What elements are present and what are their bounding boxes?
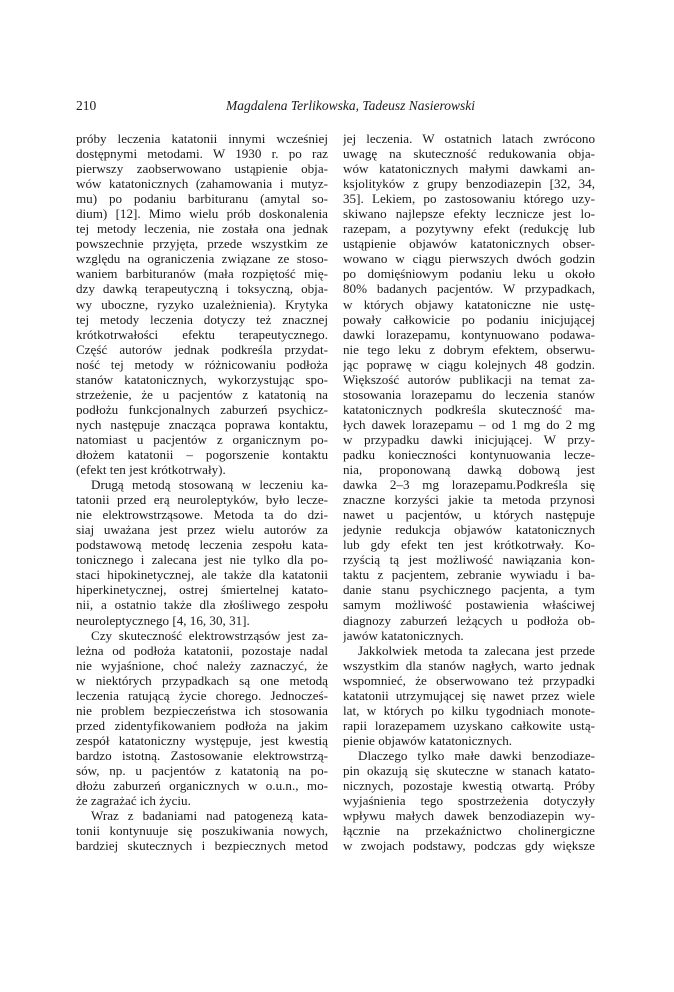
text-line: nych następuje znacząca poprawa kontaktu,	[76, 416, 328, 432]
text-line: w których objawy katatoniczne nie ustę-	[343, 296, 595, 312]
text-line: katatonicznych podkreśla skuteczność ma-	[343, 401, 595, 417]
text-line: dawki lorazepamu, kontynuowano podawa-	[343, 326, 595, 342]
text-line: mu) po podaniu barbituranu (amytal so-	[76, 191, 328, 207]
text-line: jawów katatonicznych.	[343, 627, 464, 643]
text-line: próby leczenia katatonii innymi wcześniej	[76, 131, 328, 146]
text-line: Drugą metodą stosowaną w leczeniu ka-	[91, 477, 328, 493]
text-line: razepam, a pozytywny efekt (redukcję lub	[343, 221, 595, 237]
text-line: wy uboczne, ryzyko uzależnienia). Krytyka	[76, 296, 328, 312]
text-line: w zwojach podstawy, podczas gdy większe	[343, 838, 595, 854]
text-line: łącznie na przekaźnictwo cholinergiczne	[343, 823, 595, 839]
text-line: dłożu zaburzeń organicznych w o.u.n., mo-	[76, 778, 328, 794]
paragraph-7	[343, 748, 595, 853]
text-line: wowano w ciągu pierwszych dwóch godzin	[343, 251, 595, 267]
right-column	[343, 131, 595, 901]
text-line: dłożem katatonii – pogorszenie kontaktu	[76, 446, 328, 462]
paragraph-1	[76, 131, 328, 477]
text-line: podstawową metodę leczenia zespołu kata-	[76, 537, 328, 553]
text-line: katatonii utrzymującej się nawet przez wiele	[343, 687, 595, 703]
text-line: pin okazują się skuteczne w stanach katato-	[343, 762, 595, 778]
text-line: Jakkolwiek metoda ta zalecana jest przede	[358, 642, 595, 658]
text-line: Większość autorów publikacji na temat za-	[343, 371, 595, 387]
text-line: nie elektrowstrząsowe. Metoda ta do dzi-	[76, 507, 328, 523]
text-line: sów, np. u pacjentów z katatonią na po-	[76, 762, 328, 778]
page-header	[76, 98, 600, 118]
text-line: padku konieczności kontynuowania lecze-	[343, 446, 595, 462]
text-line: w niektórych przypadkach są one metodą	[76, 672, 328, 688]
text-line: dium) [12]. Mimo wielu prób doskonalenia	[76, 206, 328, 222]
text-line: podłożu funkcjonalnych zaburzeń psychicz-	[76, 401, 328, 417]
text-line: neuroleptycznego [4, 16, 30, 31].	[76, 612, 250, 628]
paragraph-6	[343, 643, 595, 748]
text-line: łych dawek lorazepamu – od 1 mg do 2 mg	[343, 416, 595, 432]
text-line: rapii lorazepamem uzyskano całkowite ustą-	[343, 717, 595, 733]
paragraph-2	[76, 477, 328, 627]
text-line: nia, proponowaną dawką dobową jest	[343, 462, 595, 478]
text-line: pienie objawów katatonicznych.	[343, 732, 513, 748]
text-line: strzeżenie, że u pacjentów z katatonią na	[76, 386, 328, 402]
text-line: krótkotrwałości efektu terapeutycznego.	[76, 326, 328, 342]
text-line: powały całkowicie po podaniu inicjującej	[343, 311, 595, 327]
text-line: ność tej metody w różnicowaniu podłoża	[76, 356, 328, 372]
text-line: stanów katatonicznych, wykorzystując spo-	[76, 371, 328, 387]
text-line: danie stanu psychicznego pacjenta, a tym	[343, 582, 595, 598]
text-line: leżna od podłoża katatonii, pozostaje nadal	[76, 642, 328, 658]
text-line: leczenia ratującą życie chorego. Jednocześ-	[76, 687, 328, 703]
text-line: w przypadku dawki inicjującej. W przy-	[343, 431, 595, 447]
text-line: wyjaśnienia tego spostrzeżenia dotyczyły	[343, 793, 595, 809]
text-line: bardziej skutecznych i bezpiecznych metod	[76, 838, 328, 854]
text-line: samym możliwość postawienia właściwej	[343, 597, 595, 613]
text-line: wów katatonicznych (zahamowania i mutyz-	[76, 176, 328, 192]
text-line: nie wyjaśnione, choć należy zaznaczyć, że	[76, 657, 328, 673]
text-line: powszechnie przyjęta, przede wszystkim ze	[76, 236, 328, 252]
text-line: względu na ograniczenia związane ze stoso-	[76, 251, 328, 267]
text-line: że zagrażać ich życiu.	[76, 793, 191, 809]
text-line: Część autorów jednak podkreśla przydat-	[76, 341, 328, 357]
text-line: lat, w których po kilku tygodniach monote-	[343, 702, 595, 718]
text-line: nii, a ostatnio także dla złośliwego zespołu	[76, 597, 328, 613]
text-line: tatonii przed erą neuroleptyków, było lecze-	[76, 492, 328, 508]
text-line: 35]. Lekiem, po zastosowaniu którego uzy-	[343, 191, 595, 207]
text-line: diagnozy zaburzeń leżących u podłoża ob-	[343, 612, 595, 628]
text-line: jąc poprawę w ciągu kolejnych 48 godzin.	[343, 356, 595, 372]
text-line: nicznych, pozostaje kwestią otwartą. Próby	[343, 778, 595, 794]
left-column	[76, 131, 328, 901]
text-line: tonii kontynuuje się poszukiwania nowych,	[76, 823, 328, 839]
text-line: po domięśniowym podaniu leku u około	[343, 266, 595, 282]
text-line: skiwano najlepsze efekty lecznicze jest lo-	[343, 206, 595, 222]
text-line: tej metody leczenia dotyczy też znacznej	[76, 311, 328, 327]
text-line: dawka 2–3 mg lorazepamu.Podkreśla się	[343, 477, 595, 493]
paragraph-4	[76, 808, 328, 853]
text-line: Czy skuteczność elektrowstrząsów jest za-	[91, 627, 328, 643]
page-number: 210	[76, 98, 97, 113]
text-line: wpływu małych dawek benzodiazepin wy-	[343, 808, 595, 824]
text-line: stosowania lorazepamu do leczenia stanów	[343, 386, 595, 402]
text-line: jej leczenia. W ostatnich latach zwrócono	[343, 131, 595, 146]
text-line: tej metody leczenia, nie została ona jednak	[76, 221, 328, 237]
text-line: wspomnieć, że obserwowano też przypadki	[343, 672, 595, 688]
text-line: nie problem bezpieczeństwa ich stosowania	[76, 702, 328, 718]
text-line: ustąpienie objawów katatonicznych obser-	[343, 236, 595, 252]
paragraph-3	[76, 628, 328, 809]
paragraph-5	[343, 131, 595, 643]
text-line: (efekt ten jest krótkotrwały).	[76, 462, 226, 478]
text-line: siaj uważana jest przez wielu autorów za	[76, 522, 328, 538]
text-line: bardzo istotną. Zastosowanie elektrowstrzą-	[76, 747, 328, 763]
text-line: hiperkinetycznej, ostrej śmiertelnej katato-	[76, 582, 328, 598]
text-line: dostępnymi metodami. W 1930 r. po raz	[76, 146, 328, 162]
text-line: rzyścią tą jest możliwość nawiązania kon-	[343, 552, 595, 568]
text-line: lub gdy efekt ten jest krótkotrwały. Ko-	[343, 537, 595, 553]
text-line: ksjolityków z grupy benzodiazepin [32, 34,	[343, 176, 595, 192]
text-line: 80% badanych pacjentów. W przypadkach,	[343, 281, 595, 297]
text-line: natomiast u pacjentów z organicznym po-	[76, 431, 328, 447]
text-line: tonicznego i zalecana jest nie tylko dla po-	[76, 552, 328, 568]
text-line: zespół katatoniczny występuje, jest kwestią	[76, 732, 328, 748]
running-head: Magdalena Terlikowska, Tadeusz Nasierowski	[226, 98, 476, 113]
text-line: nie tego leku z dobrym efektem, obserwu-	[343, 341, 595, 357]
text-line: staci hipokinetycznej, ale także dla katatonii	[76, 567, 328, 583]
text-line: nawet u pacjentów, u których następuje	[343, 507, 595, 523]
text-line: Wraz z badaniami nad patogenezą kata-	[91, 808, 328, 824]
text-line: waniem barbituranów (mała rozpiętość mię-	[76, 266, 328, 282]
text-line: Dlaczego tylko małe dawki benzodiaze-	[358, 747, 595, 763]
text-line: uwagę na skuteczność redukowania obja-	[343, 146, 595, 162]
text-line: przed zidentyfikowaniem podłoża na jakim	[76, 717, 328, 733]
text-line: taktu z pacjentem, zebranie wywiadu i ba-	[343, 567, 595, 583]
text-line: wszystkim dla stanów nagłych, warto jednak	[343, 657, 595, 673]
text-line: znaczne korzyści jakie ta metoda przynosi	[343, 492, 595, 508]
text-line: dzy dawką terapeutyczną i toksyczną, obja-	[76, 281, 328, 297]
text-line: wów katatonicznych małymi dawkami an-	[343, 161, 595, 177]
text-line: jedynie redukcja objawów katatonicznych	[343, 522, 595, 538]
text-line: pierwszy zaobserwowano ustąpienie obja-	[76, 161, 328, 177]
